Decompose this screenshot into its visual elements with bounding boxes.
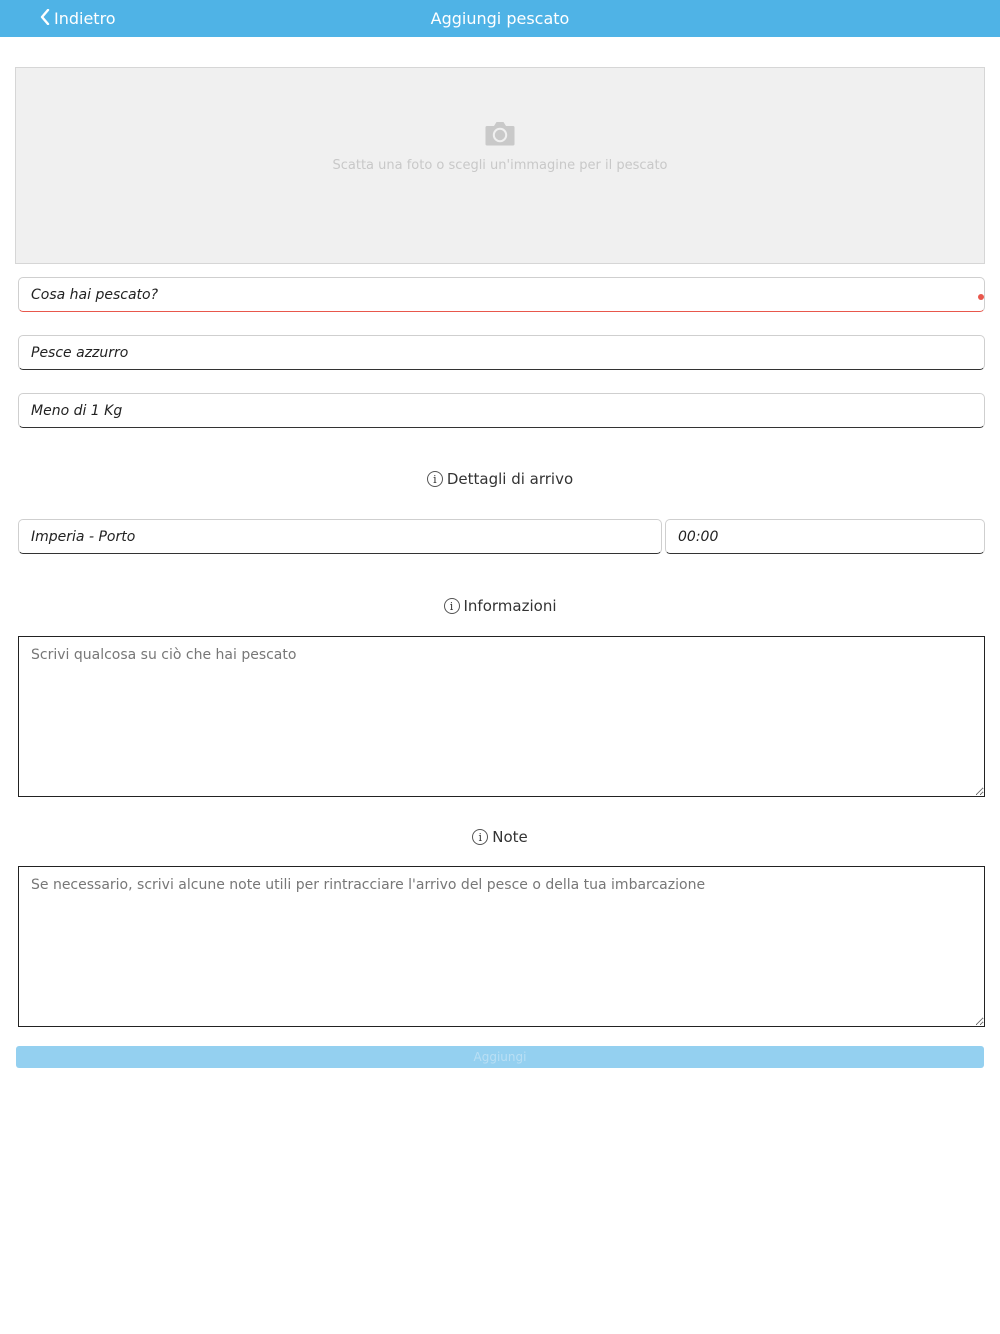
arrival-section-title xyxy=(0,470,1000,488)
info-icon[interactable]: i xyxy=(472,829,488,845)
info-textarea[interactable] xyxy=(18,636,985,797)
time-field[interactable] xyxy=(665,519,985,554)
back-label: Indietro xyxy=(54,9,116,28)
arrival-title-text: Dettagli di arrivo xyxy=(446,470,574,488)
photo-hint: Scatta una foto o scegli un'immagine per il pescato xyxy=(332,158,668,173)
info-icon[interactable]: i xyxy=(444,598,460,614)
photo-picker[interactable] xyxy=(15,67,985,264)
back-button[interactable] xyxy=(40,0,116,37)
location-field[interactable] xyxy=(18,519,662,554)
species-input[interactable] xyxy=(19,278,984,311)
notes-section-title xyxy=(0,828,1000,846)
category-field[interactable] xyxy=(18,335,985,370)
weight-input[interactable] xyxy=(19,394,984,427)
navbar xyxy=(0,0,1000,37)
chevron-left-icon xyxy=(40,9,50,29)
location-input[interactable] xyxy=(19,520,661,553)
notes-title-text: Note xyxy=(492,828,528,846)
time-input[interactable] xyxy=(666,520,984,553)
category-input[interactable] xyxy=(19,336,984,369)
add-button[interactable]: Aggiungi xyxy=(16,1046,984,1068)
page-title: Aggiungi pescato xyxy=(430,9,570,28)
species-field[interactable] xyxy=(18,277,985,312)
notes-textarea[interactable] xyxy=(18,866,985,1027)
weight-field[interactable] xyxy=(18,393,985,428)
info-section-title xyxy=(0,597,1000,615)
info-icon[interactable]: i xyxy=(427,471,443,487)
required-indicator xyxy=(978,294,984,300)
camera-icon xyxy=(484,119,516,151)
info-title-text: Informazioni xyxy=(463,597,557,615)
